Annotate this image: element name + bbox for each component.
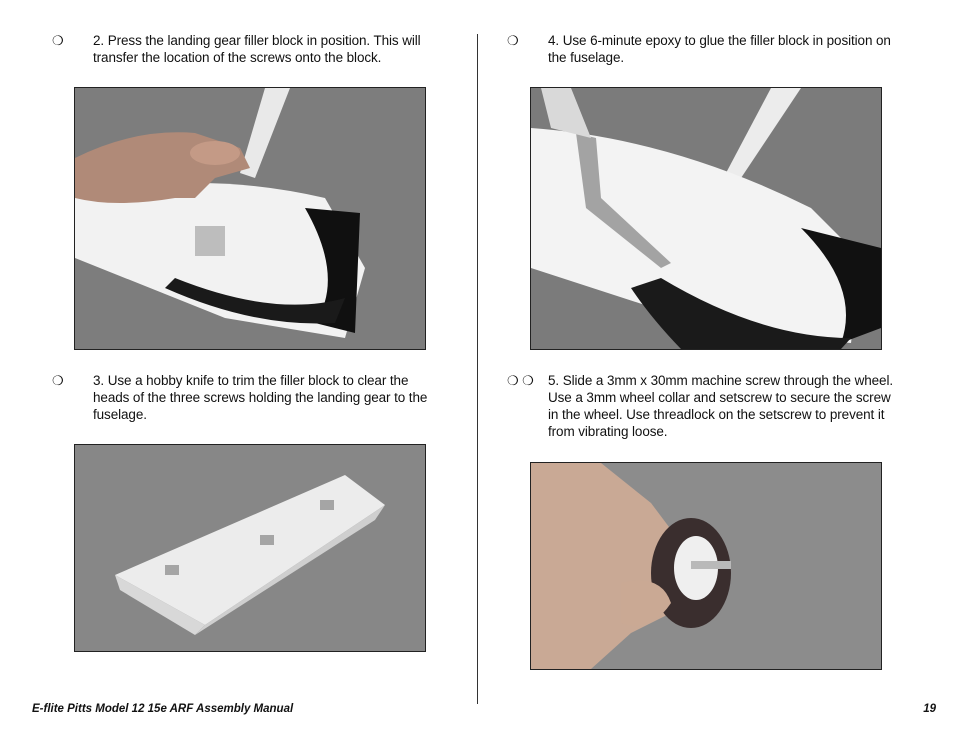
- checkbox-bullet-icon[interactable]: ❍: [52, 373, 64, 388]
- checkbox-bullet-icon[interactable]: ❍ ❍: [507, 373, 534, 388]
- checkbox-bullet-icon[interactable]: ❍: [507, 33, 519, 48]
- step-3-text: 3. Use a hobby knife to trim the filler block to clear the heads of the three screws holding the landing gear to the fuselage.: [93, 373, 428, 422]
- step-2-text: 2. Press the landing gear filler block in position. This will transfer the location of the screws onto the block.: [93, 33, 421, 65]
- step-4-text: 4. Use 6-minute epoxy to glue the filler block in position on the fuselage.: [548, 33, 891, 65]
- checkbox-bullet-icon[interactable]: ❍: [52, 33, 64, 48]
- photo-trimmed-filler-block: [74, 444, 426, 652]
- footer-page-number: 19: [923, 703, 936, 715]
- photo-wheel-screw: [530, 462, 882, 670]
- step-5-text: 5. Slide a 3mm x 30mm machine screw through the wheel. Use a 3mm wheel collar and setscrew to secure the screw in the wheel. Use threadlock on the setscrew to prevent it from vibrating loose.: [548, 373, 894, 439]
- photo-epoxy-filler-block: [530, 87, 882, 350]
- column-divider: [477, 34, 478, 704]
- footer-manual-title: E-flite Pitts Model 12 15e ARF Assembly Manual: [32, 703, 294, 715]
- photo-filler-block-press: [74, 87, 426, 350]
